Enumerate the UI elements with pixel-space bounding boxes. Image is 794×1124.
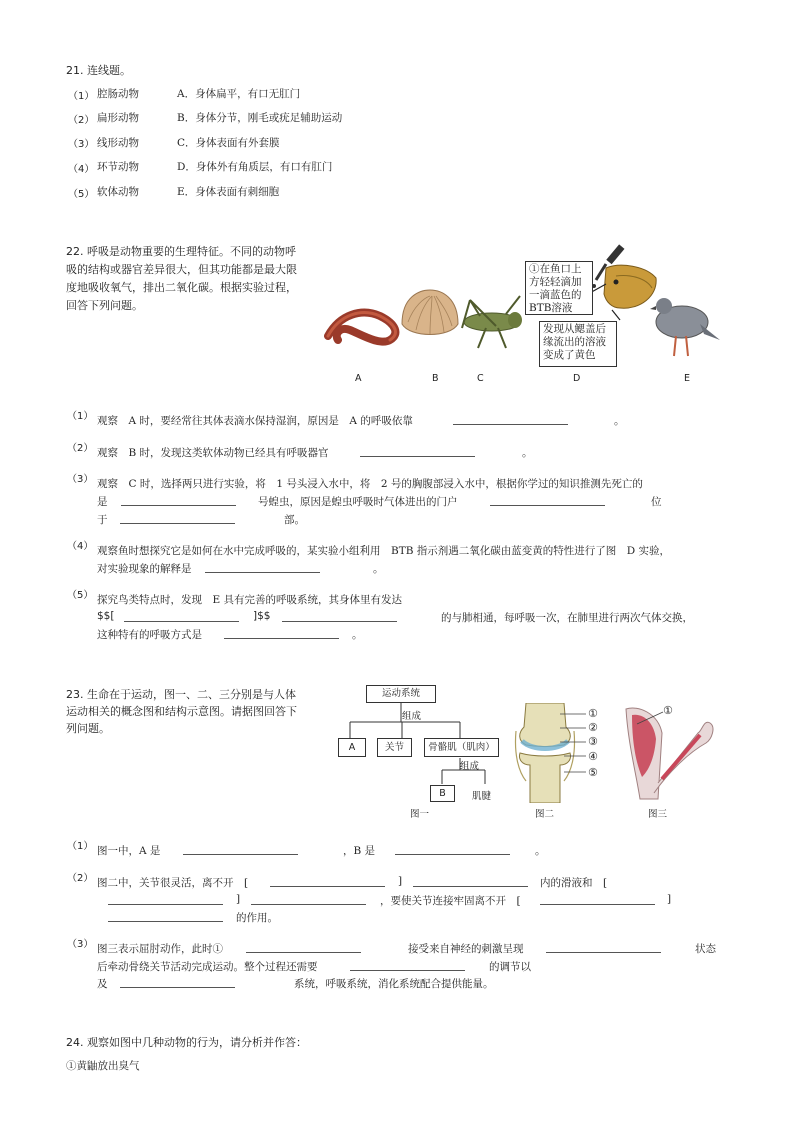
concept-node-joint: 关节 [377, 738, 412, 757]
pigeon-image [650, 298, 720, 356]
q22-intro-line: 22. 呼吸是动物重要的生理特征。不同的动物呼 [66, 245, 296, 258]
answer-blank[interactable] [413, 876, 528, 887]
question-num: （5） [67, 590, 94, 601]
answer-blank[interactable] [246, 942, 361, 953]
knee-mark-2: ② [588, 721, 598, 734]
answer-blank[interactable] [120, 977, 235, 988]
question-text: 位 [651, 496, 662, 508]
answer-blank[interactable] [120, 513, 235, 524]
question-text: 状态 [695, 943, 716, 955]
question-text: 于 [97, 514, 108, 526]
list-item-num: （4） [68, 164, 95, 175]
list-item-num: （3） [68, 139, 95, 150]
question-end: 。 [352, 629, 363, 641]
list-item-option: E．身体表面有刺细胞 [177, 186, 280, 198]
answer-blank[interactable] [121, 495, 236, 506]
figure-label-d: D [573, 373, 581, 384]
question-end: 。 [522, 447, 533, 459]
question-text: ] [236, 893, 241, 905]
question-text: 内的滑液和 [ [540, 877, 608, 889]
answer-blank[interactable] [395, 844, 510, 855]
knee-mark-4: ④ [588, 750, 598, 763]
list-item-name: 线形动物 [97, 137, 139, 149]
answer-blank[interactable] [224, 628, 339, 639]
question-text: 的与肺相通，每呼吸一次，在肺里进行两次气体交换， [441, 612, 693, 624]
question-text: ]$$ [253, 610, 271, 622]
q22-intro-line: 度地吸收氧气，排出二氧化碳。根据实验过程， [66, 281, 297, 294]
question-text: 的作用。 [236, 912, 278, 924]
question-num: （1） [67, 841, 94, 852]
question-text: 号蝗虫，原因是蝗虫呼吸时气体进出的门户 [258, 496, 458, 508]
arm-mark-1: ① [663, 704, 673, 717]
clam-image [402, 290, 458, 335]
arm-flexion-figure [618, 703, 718, 803]
list-item-option: D．身体外有角质层，有口有肛门 [177, 161, 333, 173]
question-text: 图二中，关节很灵活，离不开 [ [97, 877, 249, 889]
answer-blank[interactable] [183, 844, 298, 855]
list-item-name: 环节动物 [97, 161, 139, 173]
concept-node-b: B [430, 785, 455, 802]
list-item-name: 腔肠动物 [97, 88, 139, 100]
figure-caption-1: 图一 [410, 809, 430, 820]
list-item-option: B．身体分节，刚毛或疣足辅助运动 [177, 112, 343, 124]
question-text: 及 [97, 978, 108, 990]
list-item-num: （1） [68, 91, 95, 102]
figure-caption-3: 图三 [648, 809, 668, 820]
question-end: 。 [614, 415, 625, 427]
concept-node-root: 运动系统 [366, 685, 436, 703]
concept-node-a: A [338, 738, 366, 757]
question-text: 对实验现象的解释是 [97, 563, 192, 575]
knee-mark-3: ③ [588, 735, 598, 748]
question-text: ，要使关节连接牢固离不开 [ [380, 895, 521, 907]
question-text: ] [398, 875, 403, 887]
knee-mark-5: ⑤ [588, 766, 598, 779]
answer-blank[interactable] [270, 876, 385, 887]
question-text: 探究鸟类特点时，发现 E 具有完善的呼吸系统，其身体里有发达 [97, 594, 403, 606]
question-num: （2） [67, 873, 94, 884]
question-text: 这种特有的呼吸方式是 [97, 629, 202, 641]
question-end: 。 [535, 845, 546, 857]
question-text: 图一中，A 是 [97, 845, 161, 857]
question-text: 后牵动骨绕关节活动完成运动。整个过程还需要 [97, 961, 318, 973]
list-item-option: A．身体扁平，有口无肛门 [177, 88, 301, 100]
answer-blank[interactable] [282, 611, 397, 622]
knee-mark-1: ① [588, 707, 598, 720]
question-text: 系统，呼吸系统，消化系统配合提供能量。 [294, 978, 494, 990]
answer-blank[interactable] [108, 911, 223, 922]
grasshopper-image [462, 296, 522, 348]
list-item-num: （2） [68, 115, 95, 126]
answer-blank[interactable] [360, 446, 475, 457]
q23-intro-line: 运动相关的概念图和结构示意图。请据图回答下 [66, 705, 297, 718]
answer-blank[interactable] [108, 894, 223, 905]
figure-label-c: C [477, 373, 484, 384]
concept-node-tendon: 肌腱 [472, 791, 492, 802]
answer-blank[interactable] [490, 495, 605, 506]
arrow-icon [612, 310, 620, 320]
answer-blank[interactable] [350, 960, 465, 971]
concept-compose-label: 组成 [460, 761, 480, 772]
question-text: ] [667, 893, 672, 905]
question-num: （4） [67, 541, 94, 552]
bubble-note-1: ①在鱼口上方轻轻滴加一滴蓝色的BTB溶液 [525, 261, 593, 315]
list-item-name: 软体动物 [97, 186, 139, 198]
knee-pointer-lines [560, 708, 590, 783]
figure-label-a: A [355, 373, 362, 384]
question-num: （2） [67, 443, 94, 454]
q22-intro-line: 吸的结构或器官差异很大，但其功能都是最大限 [66, 263, 297, 276]
question-text: 观察鱼时想探究它是如何在水中完成呼吸的，某实验小组利用 BTB 指示剂遇二氧化碳由蓝变黄的特性进行了图 D 实验， [97, 545, 671, 557]
question-text: ，B 是 [343, 845, 376, 857]
figure-label-b: B [432, 373, 439, 384]
q21-title: 21. 连线题。 [66, 64, 131, 77]
question-num: （3） [67, 939, 94, 950]
answer-blank[interactable] [453, 414, 568, 425]
q24-title: 24. 观察如图中几种动物的行为，请分析并作答： [66, 1036, 307, 1049]
figure-caption-2: 图二 [535, 809, 555, 820]
question-text: 接受来自神经的刺激呈现 [408, 943, 524, 955]
bubble-note-2: 发现从鳃盖后缘流出的溶液变成了黄色 [539, 321, 617, 367]
list-item-name: 扁形动物 [97, 112, 139, 124]
answer-blank[interactable] [251, 894, 366, 905]
question-text: 观察 B 时，发现这类软体动物已经具有呼吸器官 [97, 447, 329, 459]
question-text: 是 [97, 496, 108, 508]
question-text: 部。 [284, 514, 305, 526]
question-text: $$[ [97, 610, 115, 622]
q22-intro-line: 回答下列问题。 [66, 299, 143, 312]
list-item-option: C．身体表面有外套膜 [177, 137, 280, 149]
concept-compose-label: 组成 [402, 711, 422, 722]
question-text: 图三表示屈肘动作，此时① [97, 943, 223, 955]
question-num: （1） [67, 411, 94, 422]
question-text: 观察 C 时，选择两只进行实验，将 1 号头浸入水中，将 2 号的胸腹部浸入水中，根据你学过的知识推测先死亡的 [97, 478, 643, 490]
earthworm-image [328, 313, 395, 342]
q24-item-1: ①黄鼬放出臭气 [66, 1060, 140, 1072]
q23-intro-line: 列问题。 [66, 722, 110, 735]
figure-label-e: E [684, 373, 691, 384]
concept-node-muscle: 骨骼肌（肌肉） [424, 738, 499, 757]
answer-blank[interactable] [546, 942, 661, 953]
answer-blank[interactable] [540, 894, 655, 905]
question-num: （3） [67, 474, 94, 485]
question-text: 观察 A 时，要经常往其体表滴水保持湿润，原因是 A 的呼吸依靠 [97, 415, 413, 427]
fish-image [604, 265, 656, 308]
question-text: 的调节以 [489, 961, 531, 973]
answer-blank[interactable] [124, 611, 239, 622]
q23-intro-line: 23. 生命在于运动，图一、二、三分别是与人体 [66, 688, 296, 701]
list-item-num: （5） [68, 189, 95, 200]
question-end: 。 [373, 563, 384, 575]
answer-blank[interactable] [205, 562, 320, 573]
